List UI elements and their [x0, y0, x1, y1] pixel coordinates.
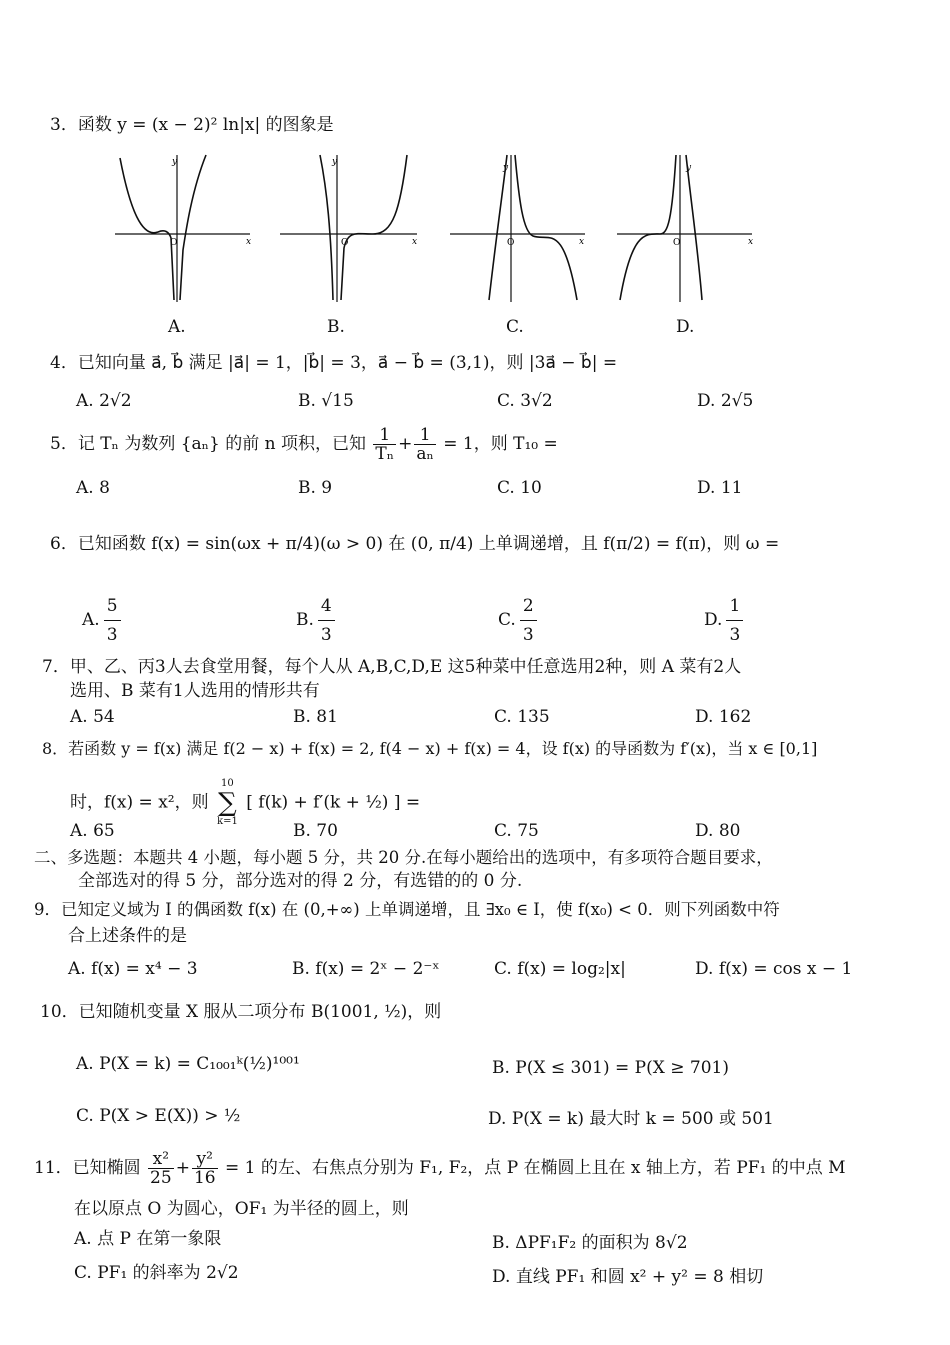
q11-stem: 11．已知椭圆 $\frac{\text{x²}}{25}$ + $\frac{\text{y²}}{16}$ = 1 的左、右焦点分别为 F₁, F₂，点 P 在椭圆上且在 x 轴上方，若 PF₁ 的中点 M	[34, 1149, 846, 1188]
graph-c-axis-y: y	[503, 163, 509, 173]
q7-option-b: B. 81	[293, 707, 338, 727]
graph-c-axis-x: x	[579, 237, 585, 247]
q11-line-2: 在以原点 O 为圆心，OF₁ 为半径的圆上，则	[74, 1199, 409, 1219]
q10-option-c: C. P(X > E(X)) > ½	[76, 1106, 241, 1126]
q5-fraction-1: $\frac{1}{\text{Tₙ}}$	[375, 425, 395, 464]
q10-stem: 10．已知随机变量 X 服从二项分布 B(1001, ½)，则	[40, 1002, 442, 1022]
graph-a-origin: O	[170, 238, 178, 248]
q11-option-a: A. 点 P 在第一象限	[74, 1229, 222, 1249]
q8-option-d: D. 80	[695, 821, 741, 841]
graph-c-origin: O	[507, 238, 515, 248]
q9-option-a: A. f(x) = x⁴ − 3	[68, 959, 198, 979]
graph-b-axis-y: y	[332, 157, 338, 167]
graph-b	[275, 150, 425, 305]
q11-option-c: C. PF₁ 的斜率为 2√2	[74, 1263, 239, 1283]
q5-option-d: D. 11	[697, 478, 743, 498]
q5-option-c: C. 10	[497, 478, 542, 498]
graph-c	[445, 150, 595, 305]
graph-d-label: D.	[676, 317, 695, 337]
q11-option-d: D. 直线 PF₁ 和圆 x² + y² = 8 相切	[492, 1267, 764, 1287]
q11-fraction-2: $\frac{\text{y²}}{16}$	[193, 1149, 216, 1188]
q5-stem-a: 5．记 Tₙ 为数列 {aₙ} 的前 n 项积，已知	[50, 434, 367, 454]
q10-option-b: B. P(X ≤ 301) = P(X ≥ 701)	[492, 1058, 729, 1078]
q7-option-c: C. 135	[494, 707, 550, 727]
q10-option-d: D. P(X = k) 最大时 k = 500 或 501	[488, 1109, 774, 1129]
graph-c-label: C.	[506, 317, 524, 337]
q8-line-1: 8．若函数 y = f(x) 满足 f(2 − x) + f(x) = 2, f(4 − x) + f(x) = 4，设 f(x) 的导函数为 f′(x)，当 x ∈ [0,1]	[42, 739, 818, 758]
q6-option-b: B. $\frac{4}{3}$	[296, 592, 339, 649]
q4-option-b: B. √15	[298, 391, 354, 411]
q5-stem-b: = 1，则 T₁₀ =	[443, 434, 558, 454]
graph-a-axis-y: y	[172, 157, 178, 167]
q7-option-d: D. 162	[695, 707, 752, 727]
graph-a-label: A.	[168, 317, 186, 337]
graph-a-axis-x: x	[246, 237, 252, 247]
q11-fraction-1: $\frac{\text{x²}}{25}$	[150, 1149, 172, 1188]
q4-stem: 4．已知向量 a⃗, b⃗ 满足 |a⃗| = 1，|b⃗| = 3，a⃗ − b⃗ = (3,1)，则 |3a⃗ − b⃗| =	[50, 353, 618, 373]
q5-option-a: A. 8	[76, 478, 110, 498]
section-2-line-1: 二、多选题：本题共 4 小题，每小题 5 分，共 20 分.在每小题给出的选项中，有多项符合题目要求，	[34, 848, 773, 867]
graph-d-axis-x: x	[748, 237, 754, 247]
graph-b-label: B.	[327, 317, 345, 337]
q4-option-a: A. 2√2	[76, 391, 132, 411]
q8-option-c: C. 75	[494, 821, 539, 841]
q9-line-1: 9．已知定义域为 I 的偶函数 f(x) 在 (0,+∞) 上单调递增，且 ∃x₀ ∈ I，使 f(x₀) < 0．则下列函数中符	[34, 900, 780, 919]
q7-option-a: A. 54	[70, 707, 115, 727]
q8-option-a: A. 65	[70, 821, 115, 841]
q5-option-b: B. 9	[298, 478, 333, 498]
q9-line-2: 合上述条件的是	[68, 926, 187, 946]
q5-fraction-2: $\frac{1}{\text{aₙ}}$	[416, 425, 434, 464]
q4-option-d: D. 2√5	[697, 391, 754, 411]
q8-line-2: 时，f(x) = x²，则 10 ∑ k=1 [ f(k) + f′(k + ½) ] =	[70, 778, 421, 827]
q11-option-b: B. ΔPF₁F₂ 的面积为 8√2	[492, 1233, 688, 1253]
q10-option-a: A. P(X = k) = C₁₀₀₁ᵏ(½)¹⁰⁰¹	[76, 1054, 300, 1074]
q7-line-1: 7．甲、乙、丙3人去食堂用餐，每个人从 A,B,C,D,E 这5种菜中任意选用2种，则 A 菜有2人	[42, 657, 742, 677]
q6-option-c: C. $\frac{2}{3}$	[498, 592, 541, 649]
section-2-line-2: 全部选对的得 5 分，部分选对的得 2 分，有选错的的 0 分.	[78, 871, 523, 891]
graph-d-origin: O	[673, 238, 681, 248]
graph-b-origin: O	[341, 238, 349, 248]
q9-option-d: D. f(x) = cos x − 1	[695, 959, 853, 979]
q8-option-b: B. 70	[293, 821, 338, 841]
q7-line-2: 选用、B 菜有1人选用的情形共有	[70, 681, 320, 701]
q4-option-c: C. 3√2	[497, 391, 553, 411]
q6-option-d: D. $\frac{1}{3}$	[704, 592, 747, 649]
graph-d	[612, 150, 762, 305]
q9-option-c: C. f(x) = log₂|x|	[494, 959, 626, 979]
graph-b-axis-x: x	[412, 237, 418, 247]
q3-stem: 3．函数 y = (x − 2)² ln|x| 的图象是	[50, 115, 334, 135]
q8-sum-symbol: 10 ∑ k=1	[217, 778, 238, 827]
q5-stem: 5．记 Tₙ 为数列 {aₙ} 的前 n 项积，已知 $\frac{1}{\text{Tₙ}}$ + $\frac{1}{\text{aₙ}}$ = 1，则 T₁₀ =	[50, 425, 558, 464]
q9-option-b: B. f(x) = 2ˣ − 2⁻ˣ	[292, 959, 440, 979]
q6-option-a: A. $\frac{5}{3}$	[82, 592, 125, 649]
q6-stem: 6．已知函数 f(x) = sin(ωx + π/4)(ω > 0) 在 (0, π/4) 上单调递增，且 f(π/2) = f(π)，则 ω =	[50, 534, 780, 554]
graph-d-axis-y: y	[686, 163, 692, 173]
graph-a	[110, 150, 260, 305]
